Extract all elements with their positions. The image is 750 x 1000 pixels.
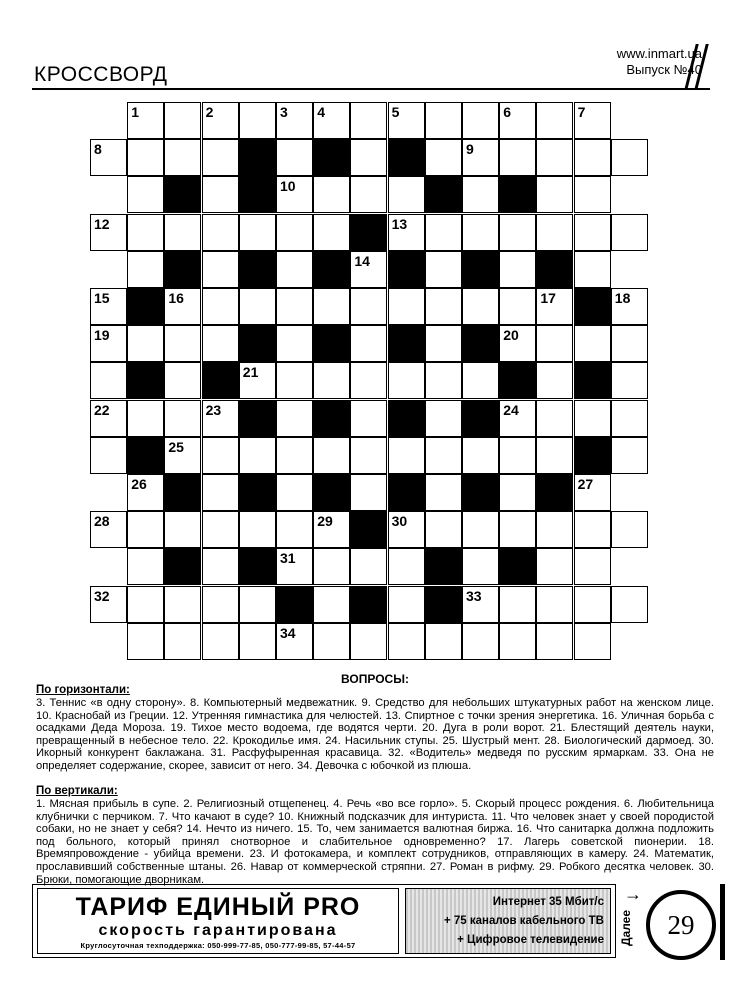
grid-cell[interactable] xyxy=(90,511,127,548)
grid-cell[interactable] xyxy=(127,623,164,660)
grid-cell[interactable] xyxy=(350,623,387,660)
grid-cell[interactable] xyxy=(127,251,164,288)
grid-cell[interactable] xyxy=(611,325,648,362)
grid-cell[interactable] xyxy=(536,623,573,660)
black-cell xyxy=(164,251,201,288)
grid-cell[interactable] xyxy=(350,474,387,511)
black-cell xyxy=(239,325,276,362)
black-cell xyxy=(350,586,387,623)
clue-number: 31 xyxy=(280,550,296,567)
grid-cell[interactable] xyxy=(127,400,164,437)
grid-cell[interactable] xyxy=(239,586,276,623)
grid-cell[interactable] xyxy=(276,102,313,139)
grid-cell[interactable] xyxy=(127,511,164,548)
grid-cell[interactable] xyxy=(388,362,425,399)
next-arrow-icon: → xyxy=(624,884,642,904)
grid-cell[interactable] xyxy=(499,288,536,325)
advertisement-banner xyxy=(32,884,616,958)
grid-cell[interactable] xyxy=(313,437,350,474)
clue-number: 25 xyxy=(168,438,184,455)
questions-heading: ВОПРОСЫ: xyxy=(341,672,409,686)
black-cell xyxy=(536,251,573,288)
ad-service-digital: + Цифровое телевидение xyxy=(457,934,604,946)
grid-cell[interactable] xyxy=(164,623,201,660)
grid-cell[interactable] xyxy=(611,288,648,325)
issue-number: Выпуск №40 xyxy=(626,62,702,77)
black-cell xyxy=(388,251,425,288)
grid-cell[interactable] xyxy=(611,214,648,251)
ad-service-tv: + 75 каналов кабельного ТВ xyxy=(443,915,604,927)
grid-cell[interactable] xyxy=(202,325,239,362)
grid-cell[interactable] xyxy=(202,548,239,585)
ad-support-phones: Круглосуточная техподдержка: 050-999-77-85, 050-777-99-85, 57-44-57 xyxy=(80,941,356,950)
clue-number: 12 xyxy=(94,215,110,232)
grid-cell[interactable] xyxy=(164,102,201,139)
grid-cell[interactable] xyxy=(202,474,239,511)
grid-cell[interactable] xyxy=(276,362,313,399)
grid-cell[interactable] xyxy=(239,623,276,660)
grid-cell[interactable] xyxy=(425,437,462,474)
grid-cell[interactable] xyxy=(574,548,611,585)
grid-cell[interactable] xyxy=(536,325,573,362)
page-number: 29 xyxy=(646,890,716,960)
grid-cell[interactable] xyxy=(164,362,201,399)
black-cell xyxy=(425,176,462,213)
black-cell xyxy=(350,214,387,251)
clue-number: 6 xyxy=(503,104,511,120)
grid-cell[interactable] xyxy=(499,325,536,362)
grid-cell[interactable] xyxy=(574,139,611,176)
grid-cell[interactable] xyxy=(202,251,239,288)
black-cell xyxy=(462,400,499,437)
black-cell xyxy=(388,139,425,176)
black-cell xyxy=(499,362,536,399)
grid-cell[interactable] xyxy=(313,623,350,660)
page-title: КРОССВОРД xyxy=(34,63,168,86)
grid-cell[interactable] xyxy=(499,102,536,139)
clue-number: 27 xyxy=(577,476,594,492)
black-cell xyxy=(462,251,499,288)
grid-cell[interactable] xyxy=(536,288,573,325)
grid-cell[interactable] xyxy=(90,362,127,399)
grid-cell[interactable] xyxy=(202,437,239,474)
grid-cell[interactable] xyxy=(313,586,350,623)
clue-number: 9 xyxy=(466,141,474,158)
ad-brand: ТАРИФ ЕДИНЫЙ PRO xyxy=(75,893,361,921)
clue-number: 5 xyxy=(391,104,400,120)
grid-cell[interactable] xyxy=(574,102,611,139)
clue-number: 29 xyxy=(317,513,333,530)
grid-cell[interactable] xyxy=(313,362,350,399)
black-cell xyxy=(276,586,313,623)
black-cell xyxy=(164,474,201,511)
grid-cell[interactable] xyxy=(462,288,499,325)
grid-cell[interactable] xyxy=(164,288,201,325)
grid-cell[interactable] xyxy=(574,176,611,213)
site-url: www.inmart.ua xyxy=(616,46,702,61)
grid-cell[interactable] xyxy=(313,214,350,251)
grid-cell[interactable] xyxy=(425,288,462,325)
ad-tariff-panel xyxy=(37,888,399,954)
grid-cell[interactable] xyxy=(425,251,462,288)
black-cell xyxy=(574,288,611,325)
grid-cell[interactable] xyxy=(536,214,573,251)
grid-cell[interactable] xyxy=(127,586,164,623)
grid-cell[interactable] xyxy=(536,102,573,139)
grid-cell[interactable] xyxy=(276,214,313,251)
grid-cell[interactable] xyxy=(462,548,499,585)
clue-number: 26 xyxy=(131,476,147,492)
clue-number: 34 xyxy=(280,624,296,641)
grid-cell[interactable] xyxy=(462,586,499,623)
grid-cell[interactable] xyxy=(499,511,536,548)
grid-cell[interactable] xyxy=(536,139,573,176)
grid-cell[interactable] xyxy=(611,362,648,399)
grid-cell[interactable] xyxy=(276,474,313,511)
grid-cell[interactable] xyxy=(350,288,387,325)
grid-cell[interactable] xyxy=(90,325,127,362)
grid-cell[interactable] xyxy=(350,176,387,213)
clue-number: 16 xyxy=(168,290,184,306)
grid-cell[interactable] xyxy=(611,400,648,437)
grid-cell[interactable] xyxy=(276,400,313,437)
grid-cell[interactable] xyxy=(90,400,127,437)
grid-cell[interactable] xyxy=(388,511,425,548)
across-heading: По горизонтали: xyxy=(36,684,130,696)
clue-number: 14 xyxy=(354,252,370,269)
grid-cell[interactable] xyxy=(425,623,462,660)
grid-cell[interactable] xyxy=(127,139,164,176)
grid-cell[interactable] xyxy=(313,176,350,213)
grid-cell[interactable] xyxy=(499,400,536,437)
black-cell xyxy=(388,400,425,437)
grid-cell[interactable] xyxy=(536,511,573,548)
grid-cell[interactable] xyxy=(536,362,573,399)
grid-cell[interactable] xyxy=(276,325,313,362)
grid-cell[interactable] xyxy=(276,139,313,176)
clue-number: 23 xyxy=(205,401,222,418)
grid-cell[interactable] xyxy=(574,511,611,548)
grid-cell[interactable] xyxy=(90,288,127,325)
grid-cell[interactable] xyxy=(462,214,499,251)
grid-cell[interactable] xyxy=(388,548,425,585)
clue-number: 24 xyxy=(503,401,519,418)
clue-number: 30 xyxy=(391,513,408,530)
grid-cell[interactable] xyxy=(127,548,164,585)
grid-cell[interactable] xyxy=(388,623,425,660)
grid-cell[interactable] xyxy=(164,437,201,474)
grid-cell[interactable] xyxy=(164,511,201,548)
clue-number: 20 xyxy=(503,327,519,344)
grid-cell[interactable] xyxy=(425,214,462,251)
grid-cell[interactable] xyxy=(313,102,350,139)
grid-cell[interactable] xyxy=(536,437,573,474)
grid-cell[interactable] xyxy=(239,437,276,474)
across-clues: 3. Теннис «в одну сторону». 8. Компьютерный медвежатник. 9. Средство для небольших штукатурных работ на женском лице. 10. Краснобай из Греции. 12. Утренняя гимнастика для челюстей. 13. Спиртное с точки зрения энергетика. 16. Уличная борьба с осадками Деда Мороза. 19. Тихое место водоема, где водятся черти. 20. Дуга в роли ворот. 21. Блестящий деятель науки, превращенный в небесное тело. 22. Крокодилье имя. 24. Насильник ступы. 25. Шустрый мент. 28. Биологический дармоед. 30. Икорный конкурент баклажана. 31. Расфуфыренная красавица. 32. «Водитель» медведя по русским ярмаркам. 33. Она не определяет содержание, скорее, зависит от него. 34. Девочка с юбочкой из плюша. xyxy=(36,697,714,772)
grid-cell[interactable] xyxy=(276,548,313,585)
grid-cell[interactable] xyxy=(350,400,387,437)
clue-number: 10 xyxy=(280,178,296,195)
grid-cell[interactable] xyxy=(425,511,462,548)
grid-cell[interactable] xyxy=(127,214,164,251)
black-cell xyxy=(536,474,573,511)
grid-cell[interactable] xyxy=(350,325,387,362)
black-cell xyxy=(313,474,350,511)
grid-cell[interactable] xyxy=(425,325,462,362)
clue-number: 2 xyxy=(205,104,214,120)
grid-cell[interactable] xyxy=(350,251,387,288)
grid-cell[interactable] xyxy=(127,176,164,213)
black-cell xyxy=(313,251,350,288)
black-cell xyxy=(350,511,387,548)
grid-cell[interactable] xyxy=(388,102,425,139)
grid-cell[interactable] xyxy=(388,437,425,474)
black-cell xyxy=(425,586,462,623)
grid-cell[interactable] xyxy=(499,214,536,251)
black-cell xyxy=(239,251,276,288)
grid-cell[interactable] xyxy=(425,102,462,139)
clue-number: 4 xyxy=(317,104,325,120)
grid-cell[interactable] xyxy=(611,437,648,474)
grid-cell[interactable] xyxy=(276,437,313,474)
clue-number: 1 xyxy=(131,104,139,120)
grid-cell[interactable] xyxy=(425,400,462,437)
grid-cell[interactable] xyxy=(499,437,536,474)
grid-cell[interactable] xyxy=(313,511,350,548)
grid-cell[interactable] xyxy=(276,623,313,660)
black-cell xyxy=(462,474,499,511)
grid-cell[interactable] xyxy=(202,139,239,176)
grid-cell[interactable] xyxy=(202,511,239,548)
grid-cell[interactable] xyxy=(462,623,499,660)
grid-cell[interactable] xyxy=(611,586,648,623)
grid-cell[interactable] xyxy=(202,176,239,213)
grid-cell[interactable] xyxy=(499,251,536,288)
grid-cell[interactable] xyxy=(574,214,611,251)
clue-number: 32 xyxy=(94,587,110,604)
grid-cell[interactable] xyxy=(574,325,611,362)
clue-number: 22 xyxy=(94,401,110,418)
grid-cell[interactable] xyxy=(425,474,462,511)
grid-cell[interactable] xyxy=(388,214,425,251)
grid-cell[interactable] xyxy=(499,586,536,623)
grid-cell[interactable] xyxy=(611,511,648,548)
grid-cell[interactable] xyxy=(202,623,239,660)
grid-cell[interactable] xyxy=(350,139,387,176)
grid-cell[interactable] xyxy=(276,176,313,213)
grid-cell[interactable] xyxy=(90,586,127,623)
grid-cell[interactable] xyxy=(536,548,573,585)
black-cell xyxy=(239,176,276,213)
clue-number: 28 xyxy=(94,513,110,530)
grid-cell[interactable] xyxy=(239,102,276,139)
grid-cell[interactable] xyxy=(462,176,499,213)
black-cell xyxy=(313,325,350,362)
grid-cell[interactable] xyxy=(574,251,611,288)
grid-cell[interactable] xyxy=(239,511,276,548)
grid-cell[interactable] xyxy=(202,400,239,437)
grid-cell[interactable] xyxy=(462,362,499,399)
grid-cell[interactable] xyxy=(90,214,127,251)
ad-slogan: скорость гарантирована xyxy=(98,922,338,939)
black-cell xyxy=(127,437,164,474)
grid-cell[interactable] xyxy=(90,437,127,474)
grid-cell[interactable] xyxy=(536,176,573,213)
clue-number: 17 xyxy=(540,290,556,306)
next-label: Далее xyxy=(619,909,633,947)
black-cell xyxy=(127,362,164,399)
grid-cell[interactable] xyxy=(164,586,201,623)
grid-cell[interactable] xyxy=(574,623,611,660)
down-heading: По вертикали: xyxy=(36,785,118,797)
grid-cell[interactable] xyxy=(164,214,201,251)
black-cell xyxy=(164,548,201,585)
grid-cell[interactable] xyxy=(313,548,350,585)
ad-service-internet: Интернет 35 Мбит/с xyxy=(492,896,604,908)
ad-services-panel xyxy=(405,888,611,954)
clue-number: 8 xyxy=(94,141,102,158)
grid-cell[interactable] xyxy=(313,288,350,325)
black-cell xyxy=(164,176,201,213)
grid-cell[interactable] xyxy=(164,400,201,437)
clue-number: 15 xyxy=(94,290,110,306)
grid-cell[interactable] xyxy=(164,325,201,362)
down-clues: 1. Мясная прибыль в супе. 2. Религиозный отщепенец. 4. Речь «во все горло». 5. Скорый процесс рождения. 6. Любительница клубнички с перчиком. 7. Что качают в суде? 10. Книжный подсказчик для интуриста. 11. Что человек знает у своей породистой собаки, но не знает у себя? 14. Нечто из ничего. 15. То, чем занимается валютная биржа. 16. Что санитарка должна подложить под больного, который принял снотворное и слабительное одновременно? 17. Лагерь советской пионерии. 18. Времяпровождение - убийца времени. 23. И фотокамера, и комплект сотрудников, отправляющих в камеру. 24. Математик, прославивший собственные штаны. 26. Навар от коммерческой стряпни. 27. Роман в рифму. 29. Робкого десятка человек. 30. Брюки, помогающие дворникам. xyxy=(36,798,714,886)
grid-cell[interactable] xyxy=(536,400,573,437)
black-cell xyxy=(202,362,239,399)
black-cell xyxy=(425,548,462,585)
grid-cell[interactable] xyxy=(425,139,462,176)
grid-cell[interactable] xyxy=(388,586,425,623)
grid-cell[interactable] xyxy=(276,511,313,548)
grid-cell[interactable] xyxy=(90,139,127,176)
black-cell xyxy=(239,548,276,585)
grid-cell[interactable] xyxy=(239,362,276,399)
grid-cell[interactable] xyxy=(276,288,313,325)
grid-cell[interactable] xyxy=(350,437,387,474)
grid-cell[interactable] xyxy=(276,251,313,288)
black-cell xyxy=(574,437,611,474)
black-cell xyxy=(388,325,425,362)
clue-number: 7 xyxy=(577,104,586,120)
grid-cell[interactable] xyxy=(127,474,164,511)
black-cell xyxy=(388,474,425,511)
clue-number: 3 xyxy=(280,104,288,120)
clue-number: 19 xyxy=(94,327,110,344)
grid-cell[interactable] xyxy=(499,139,536,176)
grid-cell[interactable] xyxy=(499,623,536,660)
black-cell xyxy=(499,548,536,585)
grid-cell[interactable] xyxy=(202,288,239,325)
black-cell xyxy=(239,139,276,176)
grid-cell[interactable] xyxy=(127,325,164,362)
grid-cell[interactable] xyxy=(350,362,387,399)
grid-cell[interactable] xyxy=(536,586,573,623)
grid-cell[interactable] xyxy=(202,102,239,139)
grid-cell[interactable] xyxy=(499,474,536,511)
grid-cell[interactable] xyxy=(239,214,276,251)
footer-bar xyxy=(720,884,725,960)
grid-cell[interactable] xyxy=(239,288,276,325)
grid-cell[interactable] xyxy=(127,102,164,139)
grid-cell[interactable] xyxy=(202,214,239,251)
black-cell xyxy=(499,176,536,213)
grid-cell[interactable] xyxy=(425,362,462,399)
clue-number: 33 xyxy=(466,587,482,604)
black-cell xyxy=(313,139,350,176)
grid-cell[interactable] xyxy=(462,139,499,176)
black-cell xyxy=(127,288,164,325)
black-cell xyxy=(462,325,499,362)
clue-number: 13 xyxy=(391,215,408,232)
grid-cell[interactable] xyxy=(574,474,611,511)
black-cell xyxy=(239,474,276,511)
grid-cell[interactable] xyxy=(462,511,499,548)
black-cell xyxy=(239,400,276,437)
grid-cell[interactable] xyxy=(350,102,387,139)
grid-cell[interactable] xyxy=(202,586,239,623)
grid-cell[interactable] xyxy=(164,139,201,176)
black-cell xyxy=(574,362,611,399)
grid-cell[interactable] xyxy=(462,437,499,474)
grid-cell[interactable] xyxy=(574,586,611,623)
grid-cell[interactable] xyxy=(388,288,425,325)
grid-cell[interactable] xyxy=(388,176,425,213)
black-cell xyxy=(313,400,350,437)
grid-cell[interactable] xyxy=(350,548,387,585)
grid-cell[interactable] xyxy=(574,400,611,437)
clue-number: 21 xyxy=(242,364,259,381)
grid-cell[interactable] xyxy=(462,102,499,139)
grid-cell[interactable] xyxy=(611,139,648,176)
clue-number: 18 xyxy=(614,290,631,306)
